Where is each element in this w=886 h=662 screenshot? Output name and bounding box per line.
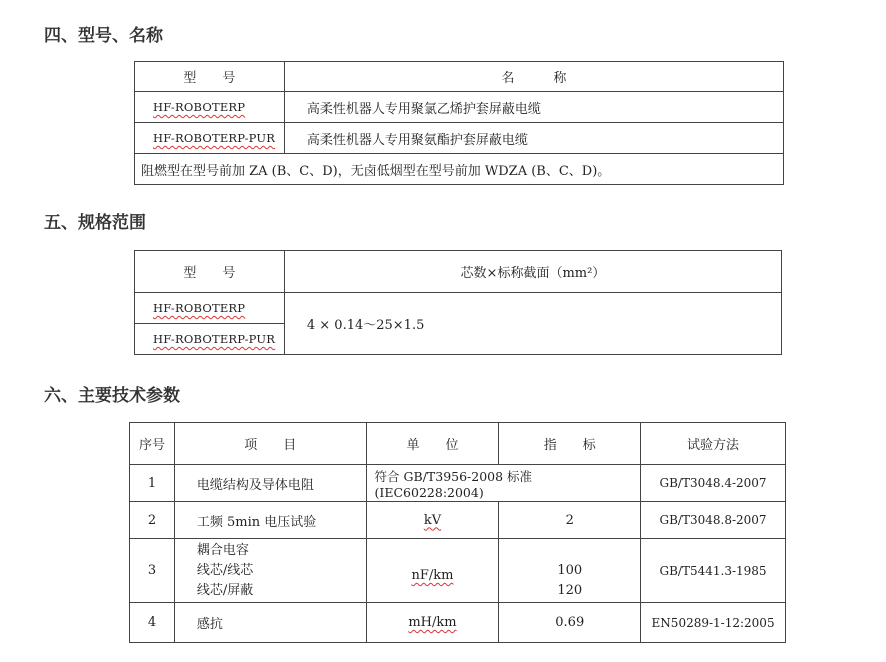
col-unit-header: 单 位 [366, 423, 499, 465]
row-unit: kV [423, 512, 442, 528]
section6-heading: 六、主要技术参数 [44, 386, 180, 406]
variant-note: 阻燃型在型号前加 ZA (B、C、D)，无卤低烟型在型号前加 WDZA (B、C、D)。 [135, 154, 784, 185]
row-no: 3 [130, 539, 175, 603]
tech-params-table [129, 422, 786, 643]
table-row [130, 465, 786, 502]
model-code: HF-ROBOTERP [153, 100, 246, 114]
model-name: 高柔性机器人专用聚氨酯护套屏蔽电缆 [284, 123, 783, 154]
spec-range-value: 4 × 0.14～25×1.5 [284, 293, 781, 355]
row-item: 工频 5min 电压试验 [174, 502, 366, 539]
model-code: HF-ROBOTERP-PUR [153, 131, 276, 145]
section4-heading: 四、型号、名称 [44, 26, 163, 46]
col-spec-header: 芯数×标称截面（mm²） [284, 251, 781, 293]
model-name: 高柔性机器人专用聚氯乙烯护套屏蔽电缆 [284, 92, 783, 123]
table-row [135, 293, 782, 324]
row-item: 感抗 [174, 603, 366, 643]
spec-range-table [134, 250, 782, 355]
section5-heading: 五、规格范围 [44, 213, 146, 233]
row-no: 1 [130, 465, 175, 502]
row-no: 4 [130, 603, 175, 643]
col-no-header: 序号 [130, 423, 175, 465]
table-row [135, 92, 784, 123]
col-item-header: 项 目 [174, 423, 366, 465]
row-value: 2 [499, 502, 641, 539]
row-value: 0.69 [499, 603, 641, 643]
row-unit: mH/km [408, 615, 457, 630]
row-method: EN50289-1-12:2005 [641, 603, 786, 643]
table-row [130, 539, 786, 603]
row-value-line: 120 [557, 582, 583, 598]
col-model-header: 型 号 [135, 251, 285, 293]
row-method: GB/T3048.8-2007 [641, 502, 786, 539]
col-model-header: 型 号 [135, 62, 285, 92]
row-unit: 符合 GB/T3956-2008 标准(IEC60228:2004) [366, 465, 641, 502]
model-code: HF-ROBOTERP [153, 301, 246, 315]
model-code: HF-ROBOTERP-PUR [153, 332, 276, 346]
row-method: GB/T3048.4-2007 [641, 465, 786, 502]
model-name-table [134, 61, 784, 185]
row-no: 2 [130, 502, 175, 539]
row-method: GB/T5441.3-1985 [641, 539, 786, 603]
row-value-line: 100 [557, 562, 583, 578]
row-unit: nF/km [411, 568, 454, 583]
row-item-line: 线芯/线芯 [196, 562, 254, 578]
row-item: 电缆结构及导体电阻 [174, 465, 366, 502]
table-row [135, 123, 784, 154]
row-item-line: 耦合电容 [196, 542, 249, 558]
row-item-line: 线芯/屏蔽 [196, 582, 254, 598]
table-row [130, 603, 786, 643]
col-value-header: 指 标 [499, 423, 641, 465]
table-row [130, 502, 786, 539]
col-method-header: 试验方法 [641, 423, 786, 465]
col-name-header: 名 称 [284, 62, 783, 92]
